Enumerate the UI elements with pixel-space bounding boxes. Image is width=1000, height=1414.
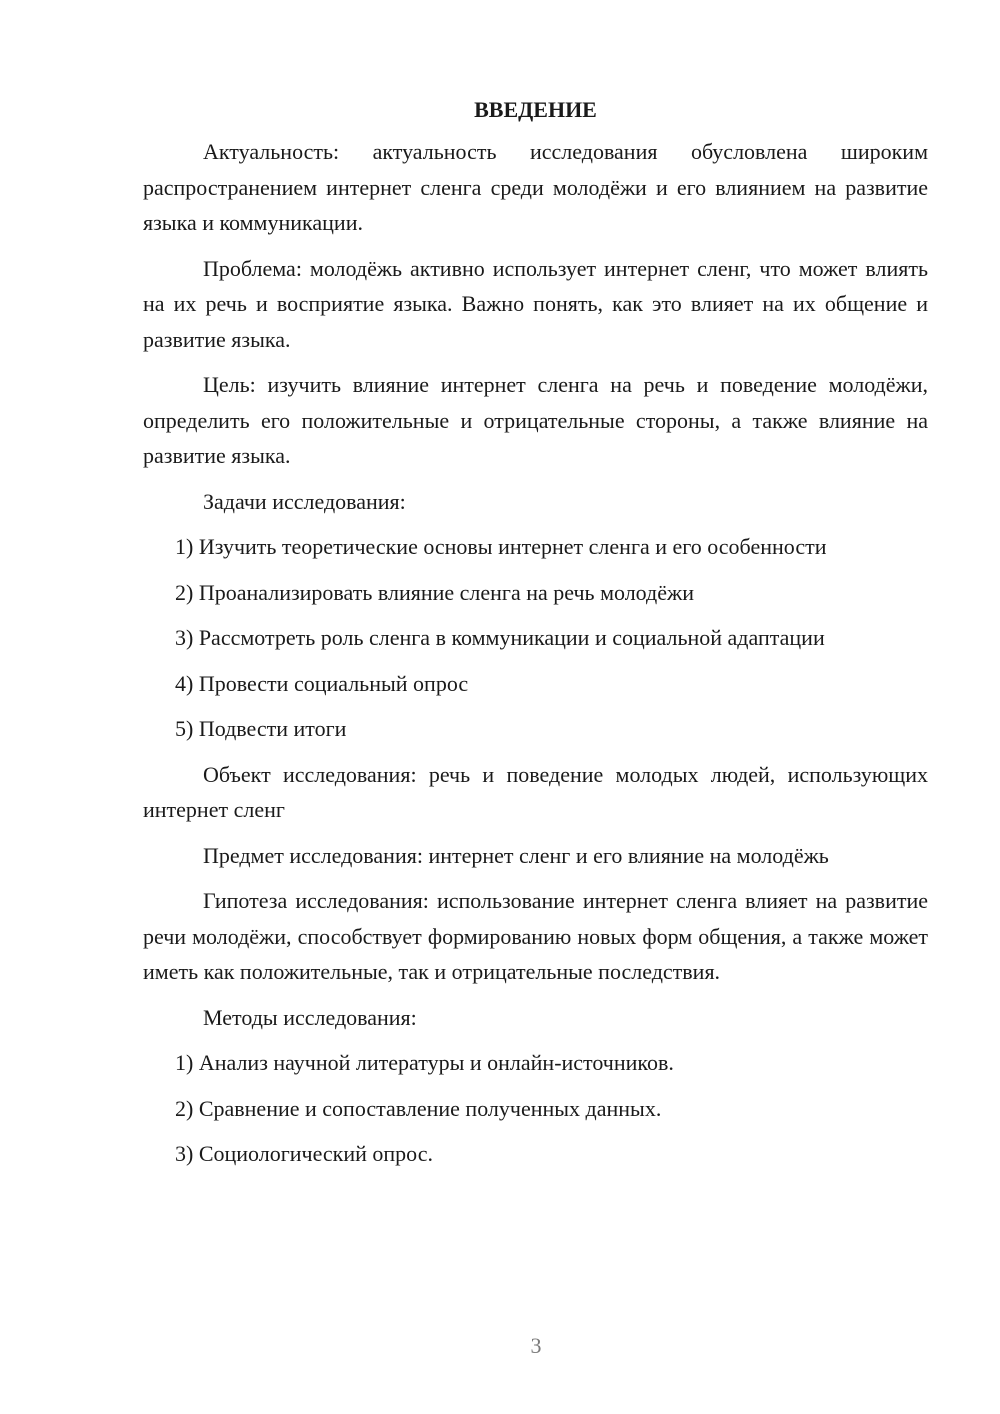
methods-heading: Методы исследования: <box>203 1004 417 1030</box>
page-number: 3 <box>530 1333 542 1358</box>
task-item: 3) Рассмотреть роль сленга в коммуникации и социальной адаптации <box>175 625 825 650</box>
tasks-heading: Задачи исследования: <box>203 488 406 514</box>
task-item: 2) Проанализировать влияние сленга на речь молодёжи <box>175 579 694 605</box>
tasks-list <box>143 529 928 747</box>
method-item: 3) Социологический опрос. <box>175 1141 433 1166</box>
task-item: 4) Провести социальный опрос <box>175 670 469 696</box>
object-paragraph: Объект исследования: речь и поведение молодых людей, использующих интернет сленг <box>143 761 928 822</box>
relevance-paragraph: Актуальность: актуальность исследования обусловлена широким распространением интернет сленга среди молодёжи и его влиянием на развитие языка и коммуникации. <box>143 139 928 235</box>
methods-list <box>143 1045 928 1172</box>
problem-paragraph: Проблема: молодёжь активно использует интернет сленг, что может влиять на их речь и восприятие языка. Важно понять, как это влияет на их общение и развитие языка. <box>143 255 928 352</box>
document-page <box>143 92 928 1182</box>
subject-paragraph: Предмет исследования: интернет сленг и его влияние на молодёжь <box>203 842 829 868</box>
method-item: 2) Сравнение и сопоставление полученных данных. <box>175 1095 662 1121</box>
hypothesis-paragraph: Гипотеза исследования: использование интернет сленга влияет на развитие речи молодёжи, способствует формированию новых форм общения, а также может иметь как положительные, так и отрицательные последствия. <box>143 888 928 984</box>
task-item: 5) Подвести итоги <box>175 716 347 741</box>
task-item: 1) Изучить теоретические основы интернет сленга и его особенности <box>175 534 827 559</box>
method-item: 1) Анализ научной литературы и онлайн-источников. <box>175 1050 674 1075</box>
section-title: ВВЕДЕНИЕ <box>474 97 597 122</box>
goal-paragraph: Цель: изучить влияние интернет сленга на речь и поведение молодёжи, определить его положительные и отрицательные стороны, а также влияние на развитие языка. <box>143 372 928 468</box>
